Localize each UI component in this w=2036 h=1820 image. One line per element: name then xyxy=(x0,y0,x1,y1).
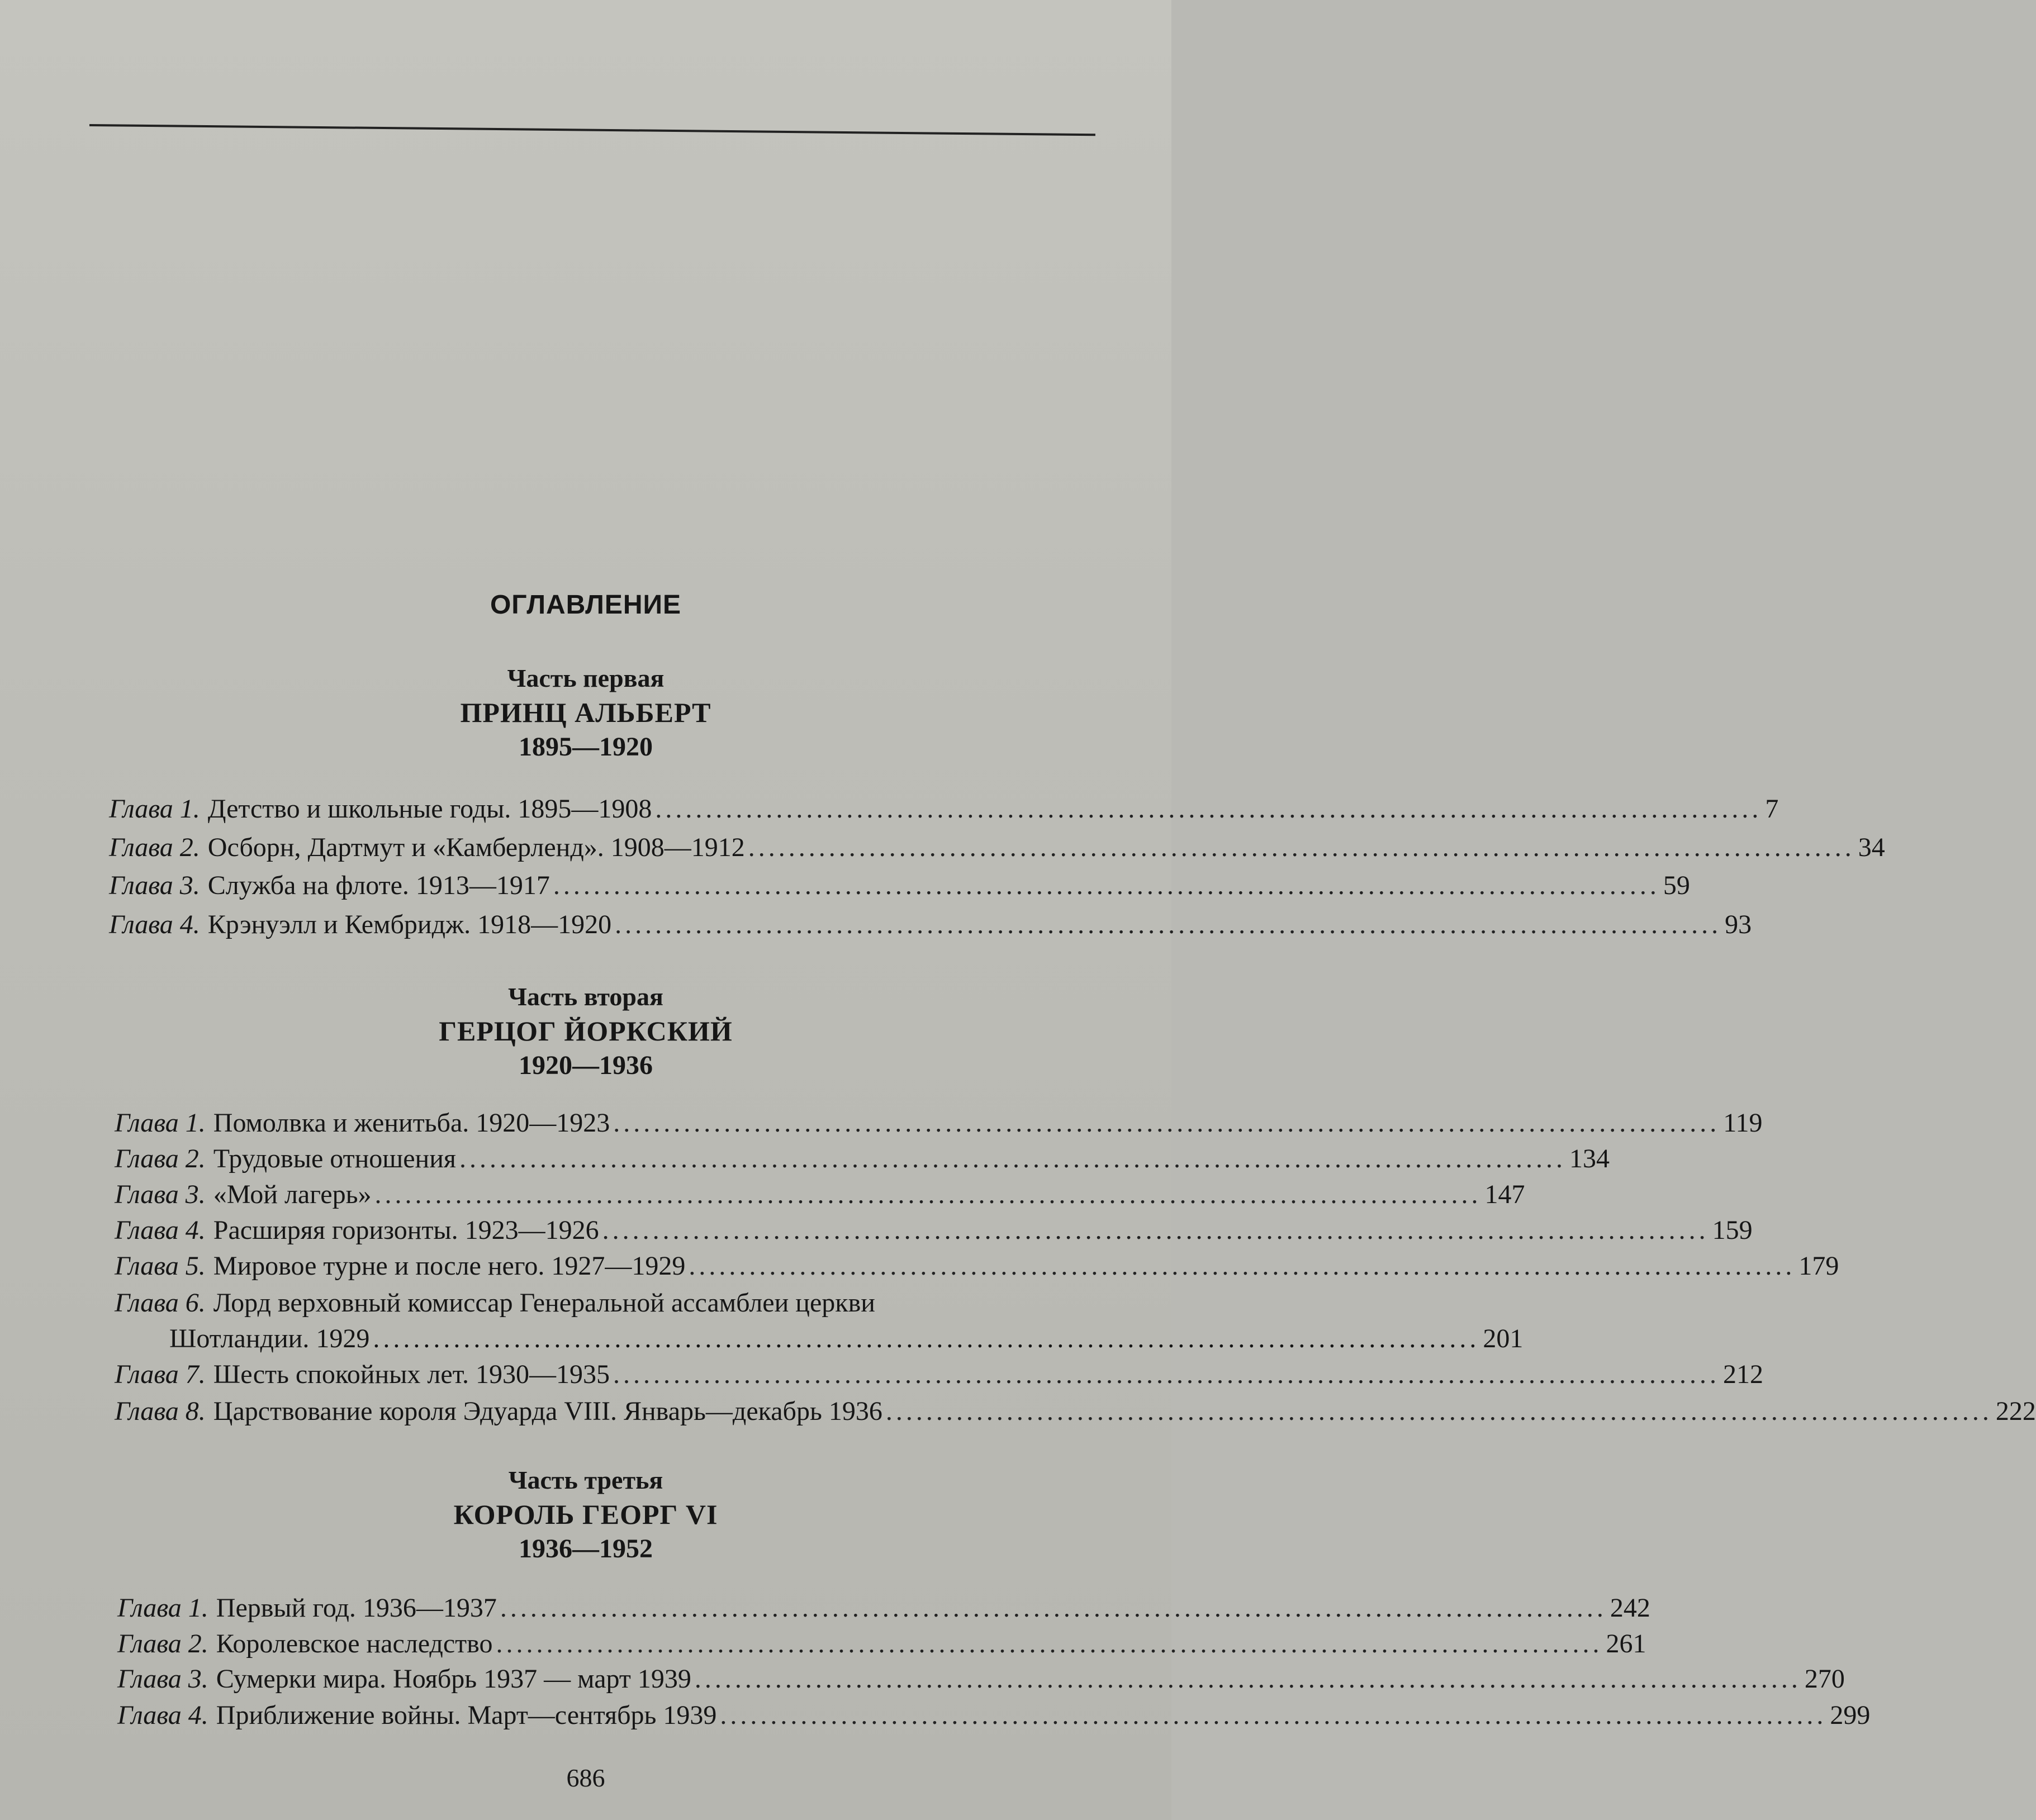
part-title: ПРИНЦ АЛЬБЕРТ xyxy=(460,697,711,728)
part-1-heading xyxy=(0,662,1171,764)
leader-dots: .............................................................................................................. xyxy=(459,1144,1567,1173)
chapter-label: Глава 2. xyxy=(115,1144,206,1173)
chapter-label: Глава 2. xyxy=(117,1629,208,1659)
chapter-label: Глава 8. xyxy=(115,1396,206,1426)
leader-dots: .............................................................................................................. xyxy=(613,1108,1720,1138)
toc-entry[interactable] xyxy=(117,1627,1646,1661)
chapter-title: Королевское наследство xyxy=(216,1629,493,1659)
part-title: ГЕРЦОГ ЙОРКСКИЙ xyxy=(439,1015,733,1047)
chapter-label: Глава 1. xyxy=(117,1593,208,1623)
chapter-page: 242 xyxy=(1610,1593,1650,1623)
chapter-page: 159 xyxy=(1712,1215,1753,1245)
chapter-label: Глава 4. xyxy=(117,1700,208,1730)
chapter-page: 201 xyxy=(1483,1324,1524,1353)
chapter-label: Глава 5. xyxy=(115,1251,206,1281)
part-dates: 1895—1920 xyxy=(519,732,653,762)
toc-entry[interactable] xyxy=(109,908,1752,942)
chapter-title: Мировое турне и после него. 1927—1929 xyxy=(213,1251,686,1281)
chapter-title: Шесть спокойных лет. 1930—1935 xyxy=(213,1360,610,1389)
chapter-title: Царствование короля Эдуарда VIII. Январь—декабрь 1936 xyxy=(213,1396,882,1426)
chapter-title: Детство и школьные годы. 1895—1908 xyxy=(207,794,652,824)
toc-entry[interactable] xyxy=(115,1286,1088,1320)
chapter-label: Глава 1. xyxy=(109,794,200,824)
chapter-label: Глава 1. xyxy=(115,1108,206,1138)
leader-dots: .............................................................................................................. xyxy=(655,794,1762,824)
leader-dots: .............................................................................................................. xyxy=(553,871,1660,900)
chapter-page: 147 xyxy=(1484,1180,1525,1209)
chapter-label: Глава 3. xyxy=(109,871,200,900)
chapter-title: Приближение войны. Март—сентябрь 1939 xyxy=(216,1700,717,1730)
part-label: Часть первая xyxy=(507,664,665,692)
chapter-title: Крэнуэлл и Кембридж. 1918—1920 xyxy=(207,910,612,939)
toc-entry[interactable] xyxy=(109,792,1779,826)
leader-dots: .............................................................................................................. xyxy=(689,1251,1796,1281)
chapter-title: Первый год. 1936—1937 xyxy=(216,1593,497,1623)
part-3-heading xyxy=(0,1464,1171,1566)
leader-dots: .............................................................................................................. xyxy=(602,1215,1709,1245)
toc-entry[interactable] xyxy=(115,1142,1610,1176)
chapter-page: 270 xyxy=(1804,1664,1845,1694)
chapter-page: 34 xyxy=(1858,833,1885,862)
chapter-label: Глава 4. xyxy=(115,1215,206,1245)
chapter-title: Служба на флоте. 1913—1917 xyxy=(207,871,550,900)
chapter-title: «Мой лагерь» xyxy=(213,1180,372,1209)
part-label: Часть третья xyxy=(508,1466,663,1494)
chapter-page: 7 xyxy=(1765,794,1779,824)
chapter-title: Сумерки мира. Ноябрь 1937 — март 1939 xyxy=(216,1664,691,1694)
part-2-heading xyxy=(0,981,1171,1082)
leader-dots: .............................................................................................................. xyxy=(496,1629,1603,1659)
leader-dots: .............................................................................................................. xyxy=(613,1360,1720,1389)
toc-entry[interactable] xyxy=(117,1699,1871,1732)
chapter-page: 59 xyxy=(1663,871,1690,900)
header-rule xyxy=(89,124,1095,136)
leader-dots: .............................................................................................................. xyxy=(373,1324,1480,1353)
chapter-label: Глава 2. xyxy=(109,833,200,862)
chapter-page: 134 xyxy=(1569,1144,1610,1173)
toc-entry[interactable] xyxy=(117,1662,1845,1696)
toc-heading: ОГЛАВЛЕНИЕ xyxy=(490,590,682,620)
chapter-page: 93 xyxy=(1725,910,1752,939)
page-number: 686 xyxy=(566,1764,605,1792)
toc-entry[interactable] xyxy=(109,869,1690,902)
leader-dots: .............................................................................................................. xyxy=(500,1593,1607,1623)
toc-entry[interactable] xyxy=(115,1358,1763,1391)
chapter-title: Расширяя горизонты. 1923—1926 xyxy=(213,1215,599,1245)
toc-entry[interactable] xyxy=(109,831,1885,864)
toc-entry[interactable] xyxy=(117,1591,1650,1625)
toc-entry[interactable] xyxy=(115,1249,1839,1283)
chapter-label: Глава 6. xyxy=(115,1288,206,1318)
leader-dots: .............................................................................................................. xyxy=(748,833,1855,862)
toc-entry-continuation[interactable] xyxy=(169,1322,1524,1356)
chapter-label: Глава 3. xyxy=(117,1664,208,1694)
leader-dots: .............................................................................................................. xyxy=(720,1700,1827,1730)
leader-dots: .............................................................................................................. xyxy=(694,1664,1801,1694)
part-dates: 1936—1952 xyxy=(519,1534,653,1564)
chapter-title: Трудовые отношения xyxy=(213,1144,457,1173)
toc-entry[interactable] xyxy=(115,1178,1525,1211)
leader-dots: .............................................................................................................. xyxy=(374,1180,1482,1209)
toc-entry[interactable] xyxy=(115,1106,1763,1140)
chapter-page: 261 xyxy=(1606,1629,1646,1659)
chapter-label: Глава 7. xyxy=(115,1360,206,1389)
leader-dots: .............................................................................................................. xyxy=(885,1396,1992,1426)
part-label: Часть вторая xyxy=(508,982,663,1011)
toc-entry[interactable] xyxy=(115,1395,2036,1428)
chapter-title: Лорд верховный комиссар Генеральной ассамблеи церкви xyxy=(213,1288,875,1318)
chapter-page: 179 xyxy=(1798,1251,1839,1281)
leader-dots: .............................................................................................................. xyxy=(615,910,1722,939)
part-dates: 1920—1936 xyxy=(519,1051,653,1080)
chapter-title: Осборн, Дартмут и «Камберленд». 1908—1912 xyxy=(207,833,745,862)
chapter-page: 119 xyxy=(1723,1108,1763,1138)
chapter-page: 212 xyxy=(1723,1360,1763,1389)
chapter-title-continued: Шотландии. 1929 xyxy=(169,1324,370,1353)
chapter-label: Глава 3. xyxy=(115,1180,206,1209)
toc-entry[interactable] xyxy=(115,1214,1753,1247)
part-title: КОРОЛЬ ГЕОРГ VI xyxy=(453,1499,718,1530)
chapter-page: 299 xyxy=(1830,1700,1871,1730)
chapter-title: Помолвка и женитьба. 1920—1923 xyxy=(213,1108,610,1138)
chapter-label: Глава 4. xyxy=(109,910,200,939)
chapter-page: 222 xyxy=(1995,1396,2036,1426)
